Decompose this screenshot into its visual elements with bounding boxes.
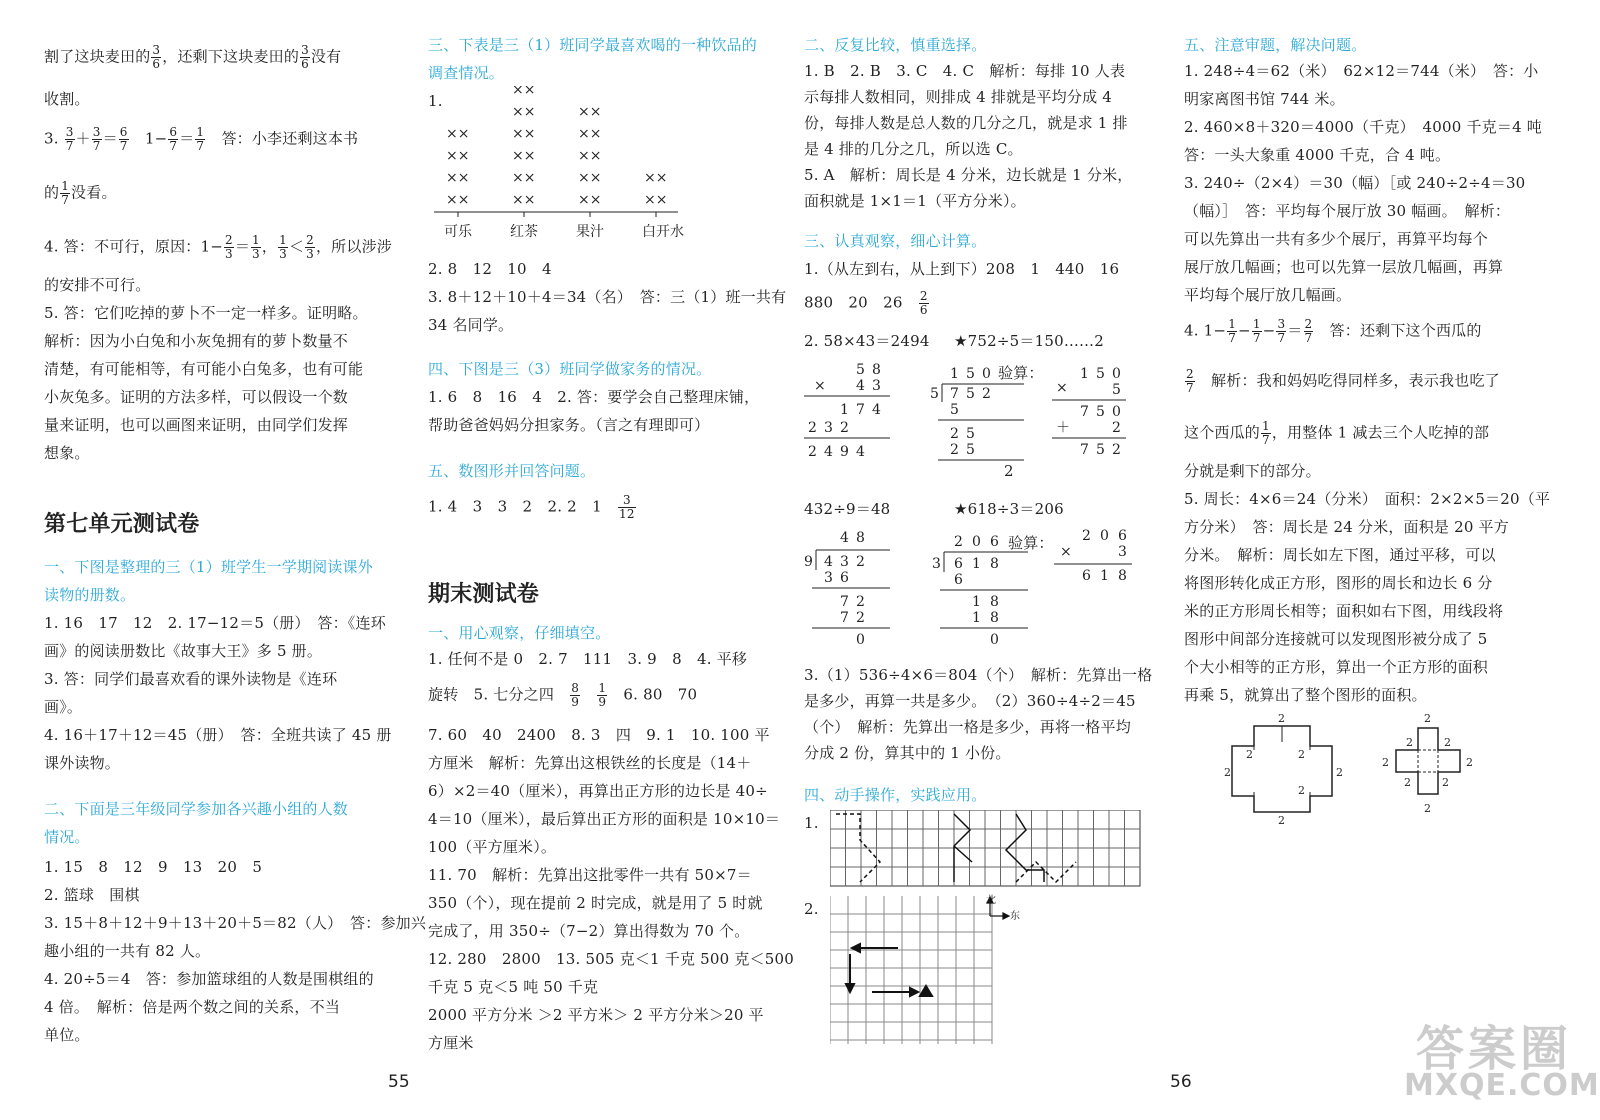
svg-text:2: 2 [840, 420, 849, 436]
text-line: 份，每排人数是总人数的几分之几，就是求 1 排 [804, 114, 1128, 132]
svg-text:4: 4 [840, 530, 849, 546]
text-line: 这个西瓜的 $\frac{1}{7}$ ，用整体 1 减去三个人吃掉的部 [1184, 419, 1490, 447]
text-line: 1. 248÷4＝62（米） 62×12＝744（米） 答：小 [1184, 62, 1539, 80]
east-label: 东 [1010, 911, 1021, 922]
svg-text:5: 5 [1096, 442, 1105, 458]
tally-mark: ×× [512, 170, 536, 186]
tally-mark: ×× [578, 126, 602, 142]
tally-mark: ×× [578, 170, 602, 186]
svg-text:2: 2 [1082, 528, 1091, 544]
dim-label: 2 [1382, 756, 1389, 769]
question-number: 2. [804, 900, 819, 918]
svg-text:3: 3 [824, 420, 833, 436]
dim-label: 2 [1246, 748, 1253, 761]
svg-text:0: 0 [990, 632, 999, 648]
tally-mark: ×× [578, 192, 602, 208]
direction-grid-diagram [830, 896, 1060, 1046]
svg-text:7: 7 [840, 610, 849, 626]
text-line: 割了这块麦田的 $\frac{3}{6}$ ，还剩下这块麦田的 $\frac{3}{6}$ 没有 [44, 43, 342, 71]
svg-text:5: 5 [1096, 404, 1105, 420]
svg-text:6: 6 [990, 534, 999, 550]
category-label: 白开水 [642, 224, 684, 240]
text-line: 3. 8＋12＋10＋4＝34（名） 答：三（1）班一共有 [428, 288, 787, 306]
text-line: 5. 答：它们吃掉的萝卜不一定一样多。证明略。 [44, 304, 368, 322]
fraction: $\frac{3}{6}$ [152, 43, 161, 71]
svg-text:6: 6 [840, 570, 849, 586]
svg-text:4: 4 [872, 402, 881, 418]
text-line: 方厘米 [428, 1034, 474, 1052]
svg-text:8: 8 [990, 594, 999, 610]
svg-text:6: 6 [1082, 568, 1091, 584]
tally-mark: ×× [512, 104, 536, 120]
svg-text:3: 3 [932, 556, 941, 572]
section-heading: 五、数图形并回答问题。 [428, 462, 596, 480]
svg-text:1: 1 [840, 402, 849, 418]
text-line: 明家离图书馆 744 米。 [1184, 90, 1345, 108]
final-exam-title: 期末测试卷 [428, 582, 540, 607]
tally-mark: ×× [512, 126, 536, 142]
question-number: 1. [804, 814, 819, 832]
section-heading: 读物的册数。 [44, 586, 136, 604]
tally-mark: ×× [644, 192, 668, 208]
section-heading: 四、下图是三（3）班同学做家务的情况。 [428, 360, 712, 378]
text-line: 350（个），现在提前 2 时完成，就是用了 5 时就 [428, 894, 763, 912]
text-line: 2000 平方分米 ＞2 平方米＞ 2 平方分米＞20 平 [428, 1006, 764, 1024]
text-line: 分就是剩下的部分。 [1184, 462, 1321, 480]
svg-text:0: 0 [1100, 528, 1109, 544]
north-label: 北 [986, 895, 997, 906]
text-line: 是多少，再算一共是多少。 （2）360÷4÷2＝45 [804, 692, 1136, 710]
dim-label: 2 [1442, 776, 1449, 789]
vertical-calculations-2 [804, 524, 1149, 650]
unit-7-title: 第七单元测试卷 [44, 512, 200, 537]
svg-text:8: 8 [990, 556, 999, 572]
text-line: 再乘 5，就算出了整个图形的面积。 [1184, 686, 1427, 704]
svg-text:0: 0 [972, 534, 981, 550]
svg-text:2: 2 [1112, 442, 1121, 458]
section-heading: 二、下面是三年级同学参加各兴趣小组的人数 [44, 800, 349, 818]
section-heading: 调查情况。 [428, 64, 505, 82]
text-line: 课外读物。 [44, 754, 121, 772]
svg-text:6: 6 [954, 556, 963, 572]
check-label: 验算： [998, 364, 1044, 382]
svg-text:＋: ＋ [1056, 420, 1070, 436]
svg-text:×: × [1060, 544, 1072, 560]
svg-text:5: 5 [966, 442, 975, 458]
svg-text:0: 0 [856, 632, 865, 648]
category-label: 可乐 [444, 224, 472, 240]
category-label: 红茶 [510, 224, 538, 240]
dim-label: 2 [1336, 766, 1343, 779]
svg-text:2: 2 [856, 610, 865, 626]
svg-text:5: 5 [930, 386, 939, 402]
dim-label: 2 [1278, 814, 1285, 824]
svg-text:3: 3 [872, 378, 881, 394]
text-line: 的安排不可行。 [44, 276, 151, 294]
text-line: 3.（1）536÷4×6＝804（个） 解析：先算出一格 [804, 666, 1153, 684]
text-line: 示每排人数相同，则排成 4 排就是平均分成 4 [804, 88, 1112, 106]
svg-text:6: 6 [954, 572, 963, 588]
text-line: 5. 周长：4×6＝24（分米） 面积：2×2×5＝20（平 [1184, 490, 1551, 508]
svg-text:7: 7 [856, 402, 865, 418]
dim-label: 2 [1278, 712, 1285, 725]
text-line: 2. 460×8＋320＝4000（千克） 4000 千克＝4 吨 [1184, 118, 1542, 136]
category-label: 果汁 [576, 224, 604, 240]
text-line: 11. 70 解析：先算出这批零件一共有 50×7＝ [428, 866, 752, 884]
vertical-calculations-1 [804, 356, 1149, 466]
svg-text:6: 6 [1118, 528, 1127, 544]
text-line: 画》的阅读册数比《故事大王》多 5 册。 [44, 642, 323, 660]
svg-text:9: 9 [840, 444, 849, 460]
svg-text:8: 8 [872, 362, 881, 378]
svg-text:7: 7 [950, 386, 959, 402]
page-number: 55 [388, 1072, 410, 1092]
text-line: 的 $\frac{1}{7}$ 没看。 [44, 179, 117, 207]
text-line: 3. $\frac{3}{7}$ ＋ $\frac{3}{7}$ ＝ $\frac{6}{7}$ 1− $\frac{6}{7}$ ＝ $\frac{1}{7}$ 答：小李还剩这本书 [44, 125, 359, 153]
svg-text:5: 5 [950, 402, 959, 418]
text-line: 34 名同学。 [428, 316, 514, 334]
page-number: 56 [1170, 1072, 1192, 1092]
text-line: 1. 6 8 16 4 2. 答：要学会自己整理床铺， [428, 388, 760, 406]
svg-text:2: 2 [950, 442, 959, 458]
section-heading: 一、用心观察，仔细填空。 [428, 624, 611, 642]
svg-text:8: 8 [856, 530, 865, 546]
svg-text:2: 2 [982, 386, 991, 402]
text-line: 4＝10（厘米），最后算出正方形的面积是 10×10＝ [428, 810, 781, 828]
text-line: 平均每个展厅放几幅画。 [1184, 286, 1352, 304]
text-line: 3. 15＋8＋12＋9＋13＋20＋5＝82（人） 答：参加兴 [44, 914, 427, 932]
svg-text:8: 8 [1118, 568, 1127, 584]
dim-label: 2 [1424, 802, 1431, 815]
text-line: 量来证明，也可以画图来证明，由同学们发挥 [44, 416, 349, 434]
tally-mark: ×× [578, 148, 602, 164]
svg-text:1: 1 [972, 610, 981, 626]
text-line: 4. 1− $\frac{1}{7}$ − $\frac{1}{7}$ − $\frac{3}{7}$ ＝ $\frac{2}{7}$ 答：还剩下这个西瓜的 [1184, 317, 1482, 345]
text-line: 3. 240÷（2×4）＝30（幅）［或 240÷2÷4＝30 [1184, 174, 1526, 192]
svg-text:3: 3 [1118, 544, 1127, 560]
text-line: 5. A 解析：周长是 4 分米，边长就是 1 分米， [804, 166, 1133, 184]
svg-text:1: 1 [1080, 366, 1089, 382]
text-line: 是 4 排的几分之几，所以选 C。 [804, 140, 1023, 158]
tally-mark: ×× [512, 86, 536, 98]
text-line: 可以先算出一共有多少个展厅，再算平均每个 [1184, 230, 1489, 248]
text-line: 将图形转化成正方形，图形的周长和边长 6 分 [1184, 574, 1493, 592]
dim-label: 2 [1444, 736, 1451, 749]
tally-mark: ×× [446, 192, 470, 208]
text-line: 米的正方形周长相等；面积如右下图，用线段将 [1184, 602, 1504, 620]
tally-mark: ×× [578, 104, 602, 120]
text-line: 想象。 [44, 444, 90, 462]
tally-mark: ×× [446, 126, 470, 142]
tally-mark: ×× [512, 148, 536, 164]
text-line: 3. 答：同学们最喜欢看的课外读物是《连环 [44, 670, 338, 688]
text-line: 1. 16 17 12 2. 17−12＝5（册） 答：《连环 [44, 614, 386, 632]
text-line: ★752÷5＝150……2 [954, 332, 1104, 350]
section-heading: 四、动手操作，实践应用。 [804, 786, 987, 804]
text-line: 完成了，用 350÷（7−2）算出得数为 70 个。 [428, 922, 750, 940]
dim-label: 2 [1298, 784, 1305, 797]
svg-text:×: × [814, 378, 826, 394]
dim-label: 2 [1406, 736, 1413, 749]
dim-label: 2 [1298, 748, 1305, 761]
svg-text:2: 2 [808, 444, 817, 460]
svg-text:2: 2 [950, 426, 959, 442]
svg-text:1: 1 [950, 366, 959, 382]
svg-text:7: 7 [1080, 442, 1089, 458]
section-heading: 情况。 [44, 828, 90, 846]
plus-area-diagram [1374, 712, 1504, 824]
text-line: 4. 16＋17＋12＝45（册） 答：全班共读了 45 册 [44, 726, 392, 744]
text-line: 答：一头大象重 4000 千克，合 4 吨。 [1184, 146, 1451, 164]
section-heading: 三、认真观察，细心计算。 [804, 232, 987, 250]
tally-mark: ×× [446, 170, 470, 186]
text-line: 收割。 [44, 90, 90, 108]
text-line: （幅）］ 答：平均每个展厅放 30 幅画。 解析： [1184, 202, 1511, 220]
text-line: 880 20 26 $\frac{2}{6}$ [804, 289, 928, 317]
text-line: 1.（从左到右，从上到下）208 1 440 16 [804, 260, 1120, 278]
text-line: 4. 20÷5＝4 答：参加篮球组的人数是围棋组的 [44, 970, 374, 988]
text-line: 分米。 解析：周长如左下图，通过平移，可以 [1184, 546, 1496, 564]
text-line: 1. B 2. B 3. C 4. C 解析：每排 10 人表 [804, 62, 1126, 80]
grid-translation-diagram [830, 810, 1150, 888]
text-line: 2. 篮球 围棋 [44, 886, 140, 904]
svg-text:0: 0 [982, 366, 991, 382]
svg-text:5: 5 [966, 426, 975, 442]
text-line: 1. 任何不是 0 2. 7 111 3. 9 8 4. 平移 [428, 650, 748, 668]
text-line: 方厘米 解析：先算出这根铁丝的长度是（14＋ [428, 754, 752, 772]
text-line: 1. 4 3 3 2 2. 2 1 $\frac{3}{12}$ [428, 493, 635, 521]
text-line: 4. 答：不可行，原因：1− $\frac{2}{3}$ ＝ $\frac{1}{3}$ ， $\frac{1}{3}$ ＜ $\frac{2}{3}$ ，所以涉涉 [44, 233, 392, 261]
svg-text:5: 5 [966, 366, 975, 382]
text-line: 展厅放几幅画；也可以先算一层放几幅画，再算 [1184, 258, 1504, 276]
remainder: 2 [1004, 462, 1014, 480]
text-line: 清楚，有可能相等，有可能小白兔多，也有可能 [44, 360, 364, 378]
svg-text:2: 2 [856, 594, 865, 610]
dim-label: 2 [1466, 756, 1473, 769]
svg-text:1: 1 [1100, 568, 1109, 584]
svg-text:1: 1 [972, 594, 981, 610]
text-line: 单位。 [44, 1026, 90, 1044]
dim-label: 2 [1424, 712, 1431, 725]
tally-chart [428, 86, 688, 256]
text-line: 2. 58×43＝2494 [804, 332, 930, 350]
svg-text:4: 4 [856, 378, 865, 394]
svg-text:1: 1 [972, 556, 981, 572]
section-heading: 三、下表是三（1）班同学最喜欢喝的一种饮品的 [428, 36, 757, 54]
text-line: 趣小组的一共有 82 人。 [44, 942, 211, 960]
svg-text:×: × [1056, 380, 1068, 396]
text-line: 面积就是 1×1＝1（平方分米）。 [804, 192, 1026, 210]
svg-text:3: 3 [824, 570, 833, 586]
text-line: 6）×2＝40（厘米），再算出正方形的边长是 40÷ [428, 782, 768, 800]
text-line: 7. 60 40 2400 8. 3 四 9. 1 10. 100 平 [428, 726, 770, 744]
text-line: 432÷9＝48 [804, 500, 891, 518]
tally-mark: ×× [446, 148, 470, 164]
text-line: 千克 5 克＜5 吨 50 千克 [428, 978, 599, 996]
svg-text:4: 4 [824, 554, 833, 570]
dim-label: 2 [1224, 766, 1231, 779]
text-line: 方分米） 答：周长是 24 分米，面积是 20 平方 [1184, 518, 1509, 536]
svg-text:2: 2 [808, 420, 817, 436]
text-line: 分成 2 份，算其中的 1 小份。 [804, 744, 1011, 762]
svg-text:5: 5 [1096, 366, 1105, 382]
text-line: 1. 15 8 12 9 13 20 5 [44, 858, 263, 876]
svg-text:0: 0 [1112, 404, 1121, 420]
cross-perimeter-diagram [1224, 712, 1354, 824]
text-line: 个大小相等的正方形，算出一个正方形的面积 [1184, 658, 1489, 676]
text-line: 图形中间部分连接就可以发现图形被分成了 5 [1184, 630, 1488, 648]
check-label: 验算： [1008, 534, 1054, 552]
text-line: $\frac{2}{7}$ 解析：我和妈妈吃得同样多，表示我也吃了 [1186, 367, 1500, 395]
text-line: 画》。 [44, 698, 83, 716]
text-line: ★618÷3＝206 [954, 500, 1064, 518]
svg-text:5: 5 [966, 386, 975, 402]
text-line: 帮助爸爸妈妈分担家务。（言之有理即可） [428, 416, 710, 434]
svg-text:9: 9 [804, 554, 813, 570]
text-line: （个） 解析：先算出一格是多少，再将一格平均 [804, 718, 1131, 736]
section-heading: 五、注意审题，解决问题。 [1184, 36, 1367, 54]
watermark-url: MXQE.COM [1404, 1068, 1600, 1103]
svg-text:5: 5 [856, 362, 865, 378]
svg-text:2: 2 [856, 554, 865, 570]
question-number: 1. [428, 92, 443, 110]
tally-mark: ×× [512, 192, 536, 208]
svg-text:3: 3 [840, 554, 849, 570]
text-line: 100（平方厘米）。 [428, 838, 557, 856]
svg-text:2: 2 [1112, 420, 1121, 436]
dim-label: 2 [1404, 776, 1411, 789]
svg-text:0: 0 [1112, 366, 1121, 382]
text-line: 2. 8 12 10 4 [428, 260, 552, 278]
svg-text:8: 8 [990, 610, 999, 626]
text-line: 解析：因为小白兔和小灰兔拥有的萝卜数量不 [44, 332, 349, 350]
svg-text:4: 4 [824, 444, 833, 460]
svg-text:7: 7 [1080, 404, 1089, 420]
svg-text:4: 4 [856, 444, 865, 460]
text-line: 4 倍。 解析：倍是两个数之间的关系，不当 [44, 998, 341, 1016]
text-line: 小灰兔多。证明的方法多样，可以假设一个数 [44, 388, 349, 406]
text-line: 旋转 5. 七分之四 $\frac{8}{9}$ $\frac{1}{9}$ 6. 80 70 [428, 681, 698, 709]
svg-text:7: 7 [840, 594, 849, 610]
svg-text:5: 5 [1112, 382, 1121, 398]
section-heading: 一、下图是整理的三（1）班学生一学期阅读课外 [44, 558, 373, 576]
tally-mark: ×× [644, 170, 668, 186]
section-heading: 二、反复比较，慎重选择。 [804, 36, 987, 54]
watermark-logo: 答案圈 [1416, 1021, 1573, 1077]
svg-text:2: 2 [954, 534, 963, 550]
fraction: $\frac{3}{6}$ [301, 43, 309, 71]
text-line: 12. 280 2800 13. 505 克＜1 千克 500 克＜500 [428, 950, 794, 968]
